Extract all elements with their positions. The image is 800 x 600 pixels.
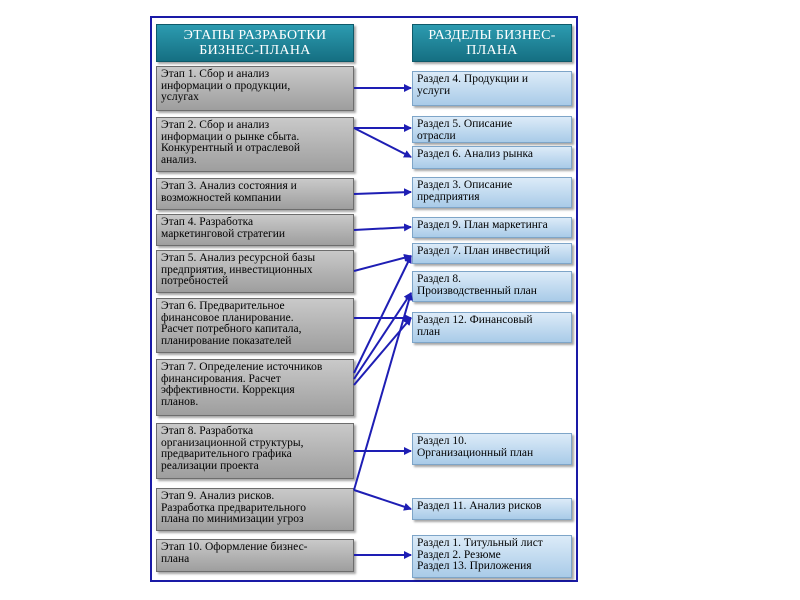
stage-box: Этап 3. Анализ состояния и возможностей компании — [156, 178, 354, 210]
section-box: Раздел 1. Титульный лист Раздел 2. Резюме Раздел 13. Приложения — [412, 535, 572, 578]
stage-box: Этап 4. Разработка маркетинговой стратегии — [156, 214, 354, 246]
section-box: Раздел 3. Описание предприятия — [412, 177, 572, 208]
connector-arrow — [354, 318, 411, 385]
stages-header: ЭТАПЫ РАЗРАБОТКИ БИЗНЕС-ПЛАНА — [156, 24, 354, 62]
stage-box: Этап 1. Сбор и анализ информации о продукции, услугах — [156, 66, 354, 111]
stage-box: Этап 10. Оформление бизнес- плана — [156, 539, 354, 572]
connector-arrow — [354, 490, 411, 509]
connector-arrow — [354, 256, 411, 373]
stage-box: Этап 6. Предварительное финансовое планирование. Расчет потребного капитала, планирование показателей — [156, 298, 354, 353]
section-box: Раздел 6. Анализ рынка — [412, 146, 572, 169]
section-box: Раздел 4. Продукции и услуги — [412, 71, 572, 106]
connector-arrow — [354, 192, 411, 194]
stage-box: Этап 8. Разработка организационной структуры, предварительного графика реализации проекта — [156, 423, 354, 479]
section-box: Раздел 7. План инвестиций — [412, 243, 572, 264]
connector-arrow — [354, 293, 411, 490]
section-box: Раздел 11. Анализ рисков — [412, 498, 572, 520]
stage-box: Этап 7. Определение источников финансирования. Расчет эффективности. Коррекция планов. — [156, 359, 354, 416]
stage-box: Этап 9. Анализ рисков. Разработка предварительного плана по минимизации угроз — [156, 488, 354, 531]
connector-arrow — [354, 128, 411, 157]
section-box: Раздел 9. План маркетинга — [412, 217, 572, 238]
connector-arrow — [354, 227, 411, 230]
stage-box: Этап 2. Сбор и анализ информации о рынке сбыта. Конкурентный и отраслевой анализ. — [156, 117, 354, 172]
section-box: Раздел 12. Финансовый план — [412, 312, 572, 343]
sections-header: РАЗДЕЛЫ БИЗНЕС- ПЛАНА — [412, 24, 572, 62]
stage-box: Этап 5. Анализ ресурсной базы предприятия, инвестиционных потребностей — [156, 250, 354, 293]
section-box: Раздел 8. Производственный план — [412, 271, 572, 302]
connector-arrow — [354, 256, 411, 271]
connector-arrow — [354, 293, 411, 379]
section-box: Раздел 10. Организационный план — [412, 433, 572, 465]
section-box: Раздел 5. Описание отрасли — [412, 116, 572, 143]
